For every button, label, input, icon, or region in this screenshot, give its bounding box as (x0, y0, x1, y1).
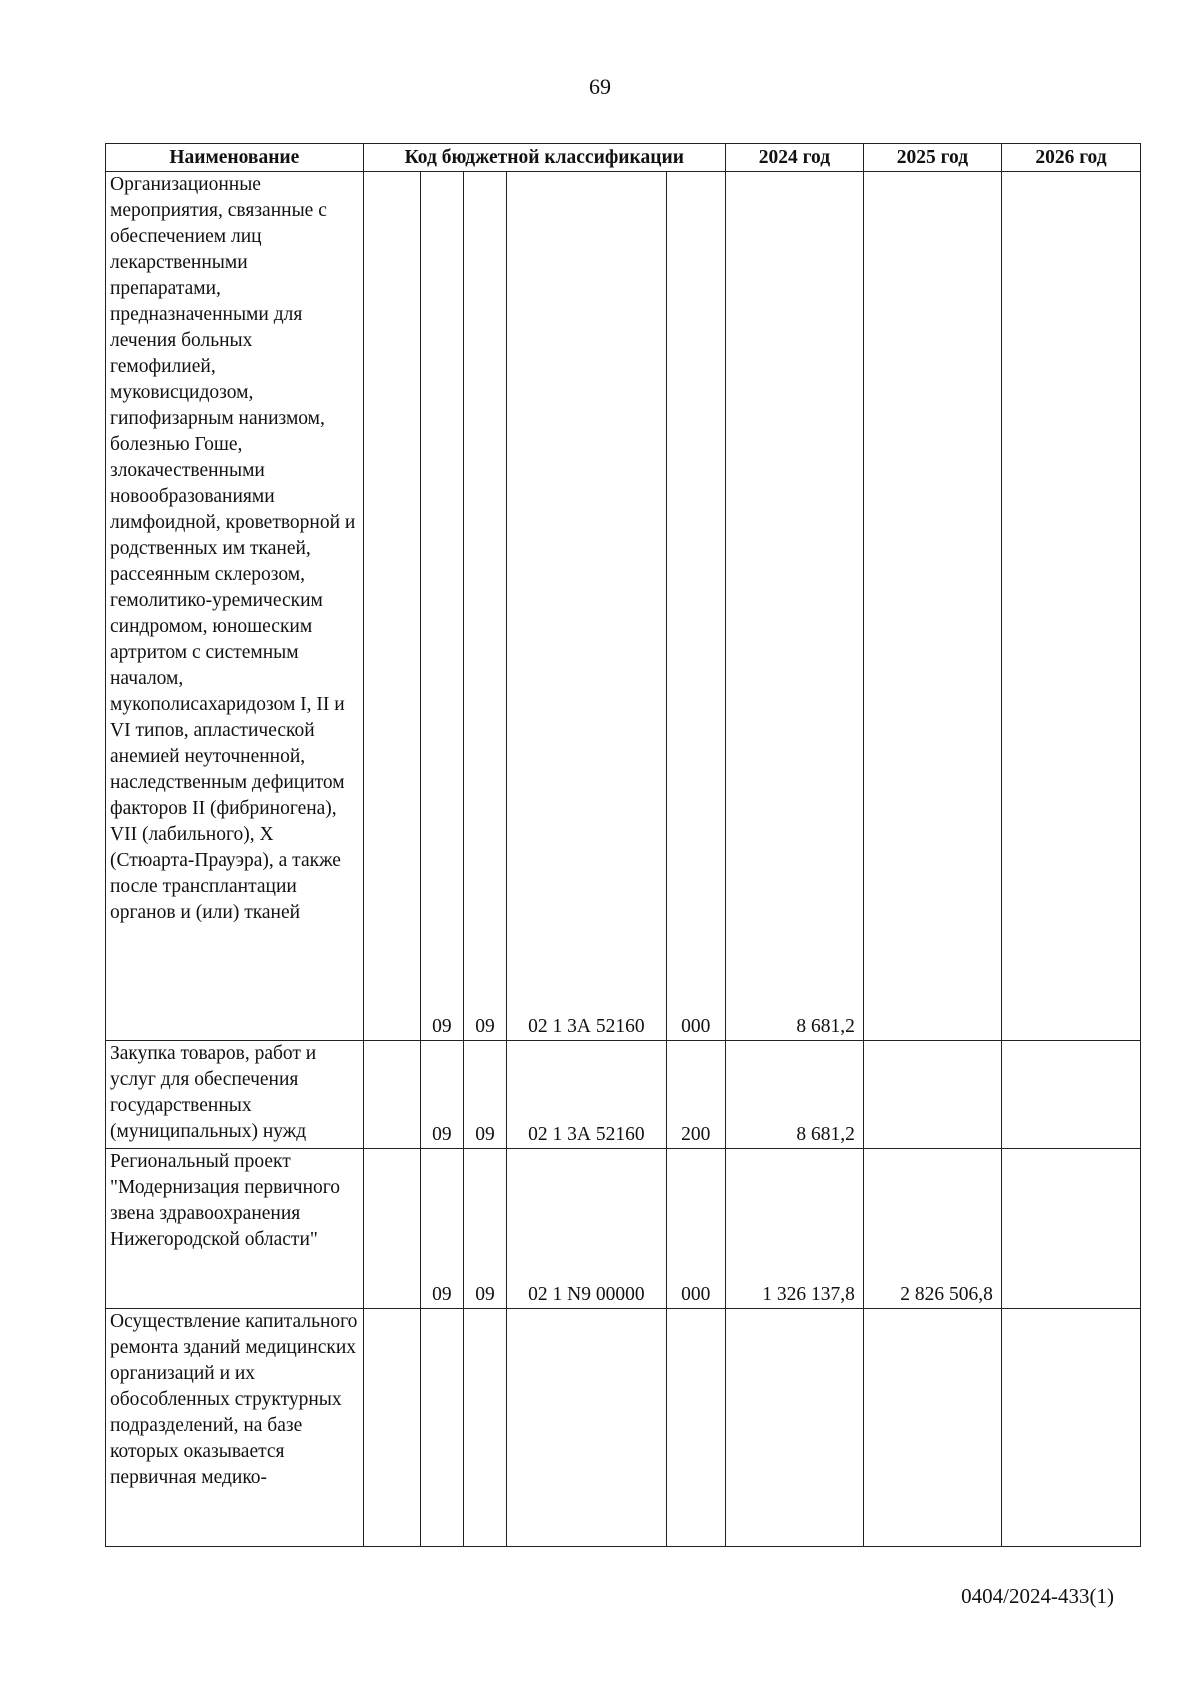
amount-2025 (863, 1309, 1001, 1547)
amount-2024: 8 681,2 (725, 172, 863, 1041)
code-cell (363, 1149, 420, 1309)
amount-2026 (1001, 1309, 1140, 1547)
table-row (106, 1309, 1141, 1547)
document-reference: 0404/2024-433(1) (961, 1584, 1114, 1608)
amount-2026 (1001, 1041, 1140, 1149)
code-expense-type: 000 (666, 1149, 725, 1309)
code-section (420, 1309, 463, 1547)
code-cell (363, 1041, 420, 1149)
amount-2024 (725, 1309, 863, 1547)
amount-2026 (1001, 1149, 1140, 1309)
table-row (106, 1149, 1141, 1309)
amount-2026 (1001, 172, 1140, 1041)
code-expense-type (666, 1309, 725, 1547)
row-name: Закупка товаров, работ и услуг для обеспечения государственных (муниципальных) нужд (106, 1041, 364, 1149)
code-section: 09 (420, 1149, 463, 1309)
code-expense-type: 000 (666, 172, 725, 1041)
header-name: Наименование (106, 144, 364, 172)
code-expense-type: 200 (666, 1041, 725, 1149)
code-target-article: 02 1 3А 52160 (507, 172, 667, 1041)
header-2025: 2025 год (863, 144, 1001, 172)
row-name: Региональный проект "Модернизация первичного звена здравоохранения Нижегородской области" (106, 1149, 364, 1309)
amount-2024: 8 681,2 (725, 1041, 863, 1149)
code-section: 09 (420, 1041, 463, 1149)
header-code: Код бюджетной классификации (363, 144, 725, 172)
header-2024: 2024 год (725, 144, 863, 172)
code-target-article: 02 1 3А 52160 (507, 1041, 667, 1149)
amount-2025: 2 826 506,8 (863, 1149, 1001, 1309)
page-number: 69 (589, 74, 611, 99)
code-cell (363, 172, 420, 1041)
amount-2024: 1 326 137,8 (725, 1149, 863, 1309)
amount-2025 (863, 1041, 1001, 1149)
code-cell (363, 1309, 420, 1547)
code-subsection: 09 (463, 1041, 506, 1149)
row-name: Организационные мероприятия, связанные с обеспечением лиц лекарственными препаратами, предназначенными для лечения больных гемофилией, муковисцидозом, гипофизарным нанизмом, болезнью Гоше, злокачественными новообразованиями лимфоидной, кроветворной и родственных им тканей, рассеянным склерозом, гемолитико-уремическим синдромом, юношеским артритом с системным началом, мукополисахаридозом I, II и VI типов, апластической анемией неуточненной, наследственным дефицитом факторов II (фибриногена), VII (лабильного), X (Стюарта-Прауэра), а также после трансплантации органов и (или) тканей (106, 172, 364, 1041)
code-target-article: 02 1 N9 00000 (507, 1149, 667, 1309)
code-subsection (463, 1309, 506, 1547)
code-subsection: 09 (463, 172, 506, 1041)
code-section: 09 (420, 172, 463, 1041)
table-row (106, 172, 1141, 1041)
amount-2025 (863, 172, 1001, 1041)
table-row (106, 1041, 1141, 1149)
code-target-article (507, 1309, 667, 1547)
code-subsection: 09 (463, 1149, 506, 1309)
budget-table (105, 143, 1141, 1547)
row-name: Осуществление капитального ремонта зданий медицинских организаций и их обособленных структурных подразделений, на базе которых оказывается первичная медико- (106, 1309, 364, 1547)
header-2026: 2026 год (1001, 144, 1140, 172)
table-header-row (106, 144, 1141, 172)
